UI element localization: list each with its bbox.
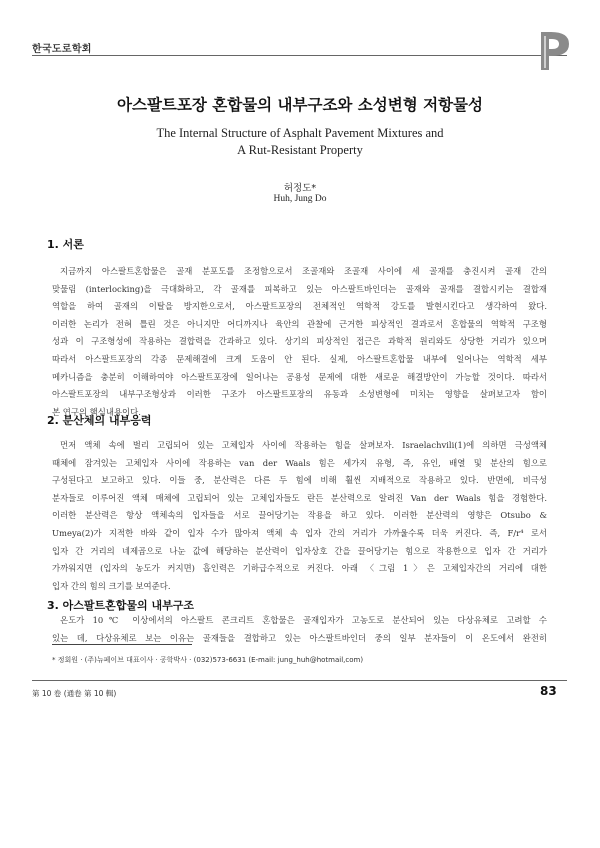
footer-rule (32, 680, 567, 681)
body-line: 입자 간의 힘의 크기를 보여준다. (52, 580, 171, 591)
body-line: Umeya(2)가 지적한 바와 같이 입자 수가 많아져 액체 속 입자 간의 거리가 가까울수록 더욱 커진다. 즉, F/r⁴ 로서 (52, 527, 547, 538)
author-korean: 허정도* (283, 183, 317, 194)
body-line: 먼저 액체 속에 벌리 고립되어 있는 고체입자 사이에 작용하는 힘을 살펴보자. Israelachvili(1)에 의하면 극성액체 (60, 440, 547, 450)
body-line: 있는 데, 다상유체로 보는 이유는 골재들을 결합하고 있는 아스팔트바인더 중의 일부 분자들이 이 온도에서 완전히 (52, 632, 547, 643)
body-line: 입자 간 거리의 네제곱으로 나눈 값에 해당하는 분산력이 입자상호 간을 끌어당기는 힘으로 작용한으로 입자 간 거리가 (52, 545, 547, 556)
body-line: 따라서 아스팔트포장의 각종 문제해결에 크게 도움이 안 된다. 실제, 아스팔트혼합물 내부에 일어나는 역학적 세부 (52, 353, 547, 364)
body-line: 성과 이 구조형성에 작용하는 결합력을 간과하고 있다. 상기의 피상적인 접근은 과학적 원리와도 상당한 거리가 있으며 (52, 336, 547, 347)
section-body-introduction (52, 263, 547, 421)
running-header (32, 40, 567, 60)
body-line: 지금까지 아스팔트혼합물은 골재 분포도를 조정함으로서 조골재와 조골재 사이에 세 골재를 충진시켜 골재 간의 (60, 266, 547, 276)
title-english-line1: The Internal Structure of Asphalt Pavement Mixtures and (156, 126, 444, 140)
title-english (110, 125, 490, 159)
volume-info: 第 10 卷 (通卷 第 10 輯) (32, 689, 117, 698)
section-body-internal-structure (52, 612, 547, 647)
body-line: 아스팔트포장의 내부구조형상과 이러한 구조가 아스팔트포장의 유동과 소성변형에 미치는 영향을 살펴보고자 함이 (52, 389, 547, 400)
body-line: 본 연구의 핵심내용이다. (52, 406, 141, 417)
body-line: 메카니즘을 충분히 이해하여야 아스팔트포장에 일어나는 공용성 문제에 대한 새로운 해결방안이 가능할 것이다. 따라서 (52, 371, 547, 382)
author-footnote: * 정회원 · (주)뉴페이브 대표이사 · 공학박사 · (032)573-6631 (E-mail: jung_huh@hotmail,com) (52, 656, 364, 664)
journal-logo-icon (535, 30, 571, 72)
body-line: 맞물림 (interlocking)을 극대화하고, 각 골재를 피복하고 있는 아스팔트바인더는 골재와 골재를 결합시키는 결합재 (52, 283, 547, 294)
body-line: 가까워지면 (입자의 농도가 커지면) 흡인력은 기하급수적으로 커진다. 아래 〈그림 1〉은 고체입자간의 거리에 대한 (52, 563, 547, 574)
title-english-line2: A Rut-Resistant Property (237, 143, 363, 157)
journal-name: 한국도로학회 (32, 44, 92, 55)
body-line: 분자들로 이루어진 액체 매체에 고립되어 있는 고체입자들도 란든 분산력으로 알려진 Van der Waals 힘을 경험한다. (52, 492, 547, 503)
body-line: 이러한 분산력은 항상 액체속의 입자들을 서로 끌어당기는 작용을 하고 있다. 이러한 분산력의 영향은 Otsubo & (52, 510, 547, 521)
section-heading-introduction: 1. 서론 (47, 238, 84, 251)
section-body-dispersion (52, 437, 547, 595)
body-line: 온도가 10℃ 이상에서의 아스팔트 콘크리트 혼합물은 골재입자가 고농도로 분산되어 있는 다상유체로 고려할 수 (60, 615, 547, 625)
section-heading-internal-structure: 3. 아스팔트혼합물의 내부구조 (47, 599, 195, 612)
body-line: 구성된다고 보고하고 있다. 이들 중, 분산력은 다른 두 힘에 비해 훨씬 지배적으로 작용하고 있다. 반면에, 비극성 (52, 475, 547, 486)
body-line: 이러한 논리가 전혀 틀린 것은 아니지만 어디까지나 육안의 관찰에 근거한 피상적인 결과로서 혼합물의 역학적 구조형 (52, 318, 547, 329)
author-english: Huh, Jung Do (273, 194, 327, 204)
title-korean: 아스팔트포장 혼합물의 내부구조와 소성변형 저항물성 (117, 96, 483, 114)
section-heading-dispersion: 2. 분산체의 내부응력 (47, 414, 152, 427)
body-line: 때체에 잠겨있는 고체입자 사이에 작용하는 van der Waals 힘은 세가지 유형, 즉, 유인, 배열 및 분산의 힘으로 (52, 457, 547, 468)
header-rule (32, 55, 567, 56)
page-number: 83 (540, 684, 557, 698)
footnote-rule (52, 644, 192, 645)
body-line: 역할을 하여 골재의 이탈을 방지한으로서, 아스팔트포장의 전체적인 역학적 강도를 발현시킨다고 생각하여 왔다. (52, 301, 547, 312)
